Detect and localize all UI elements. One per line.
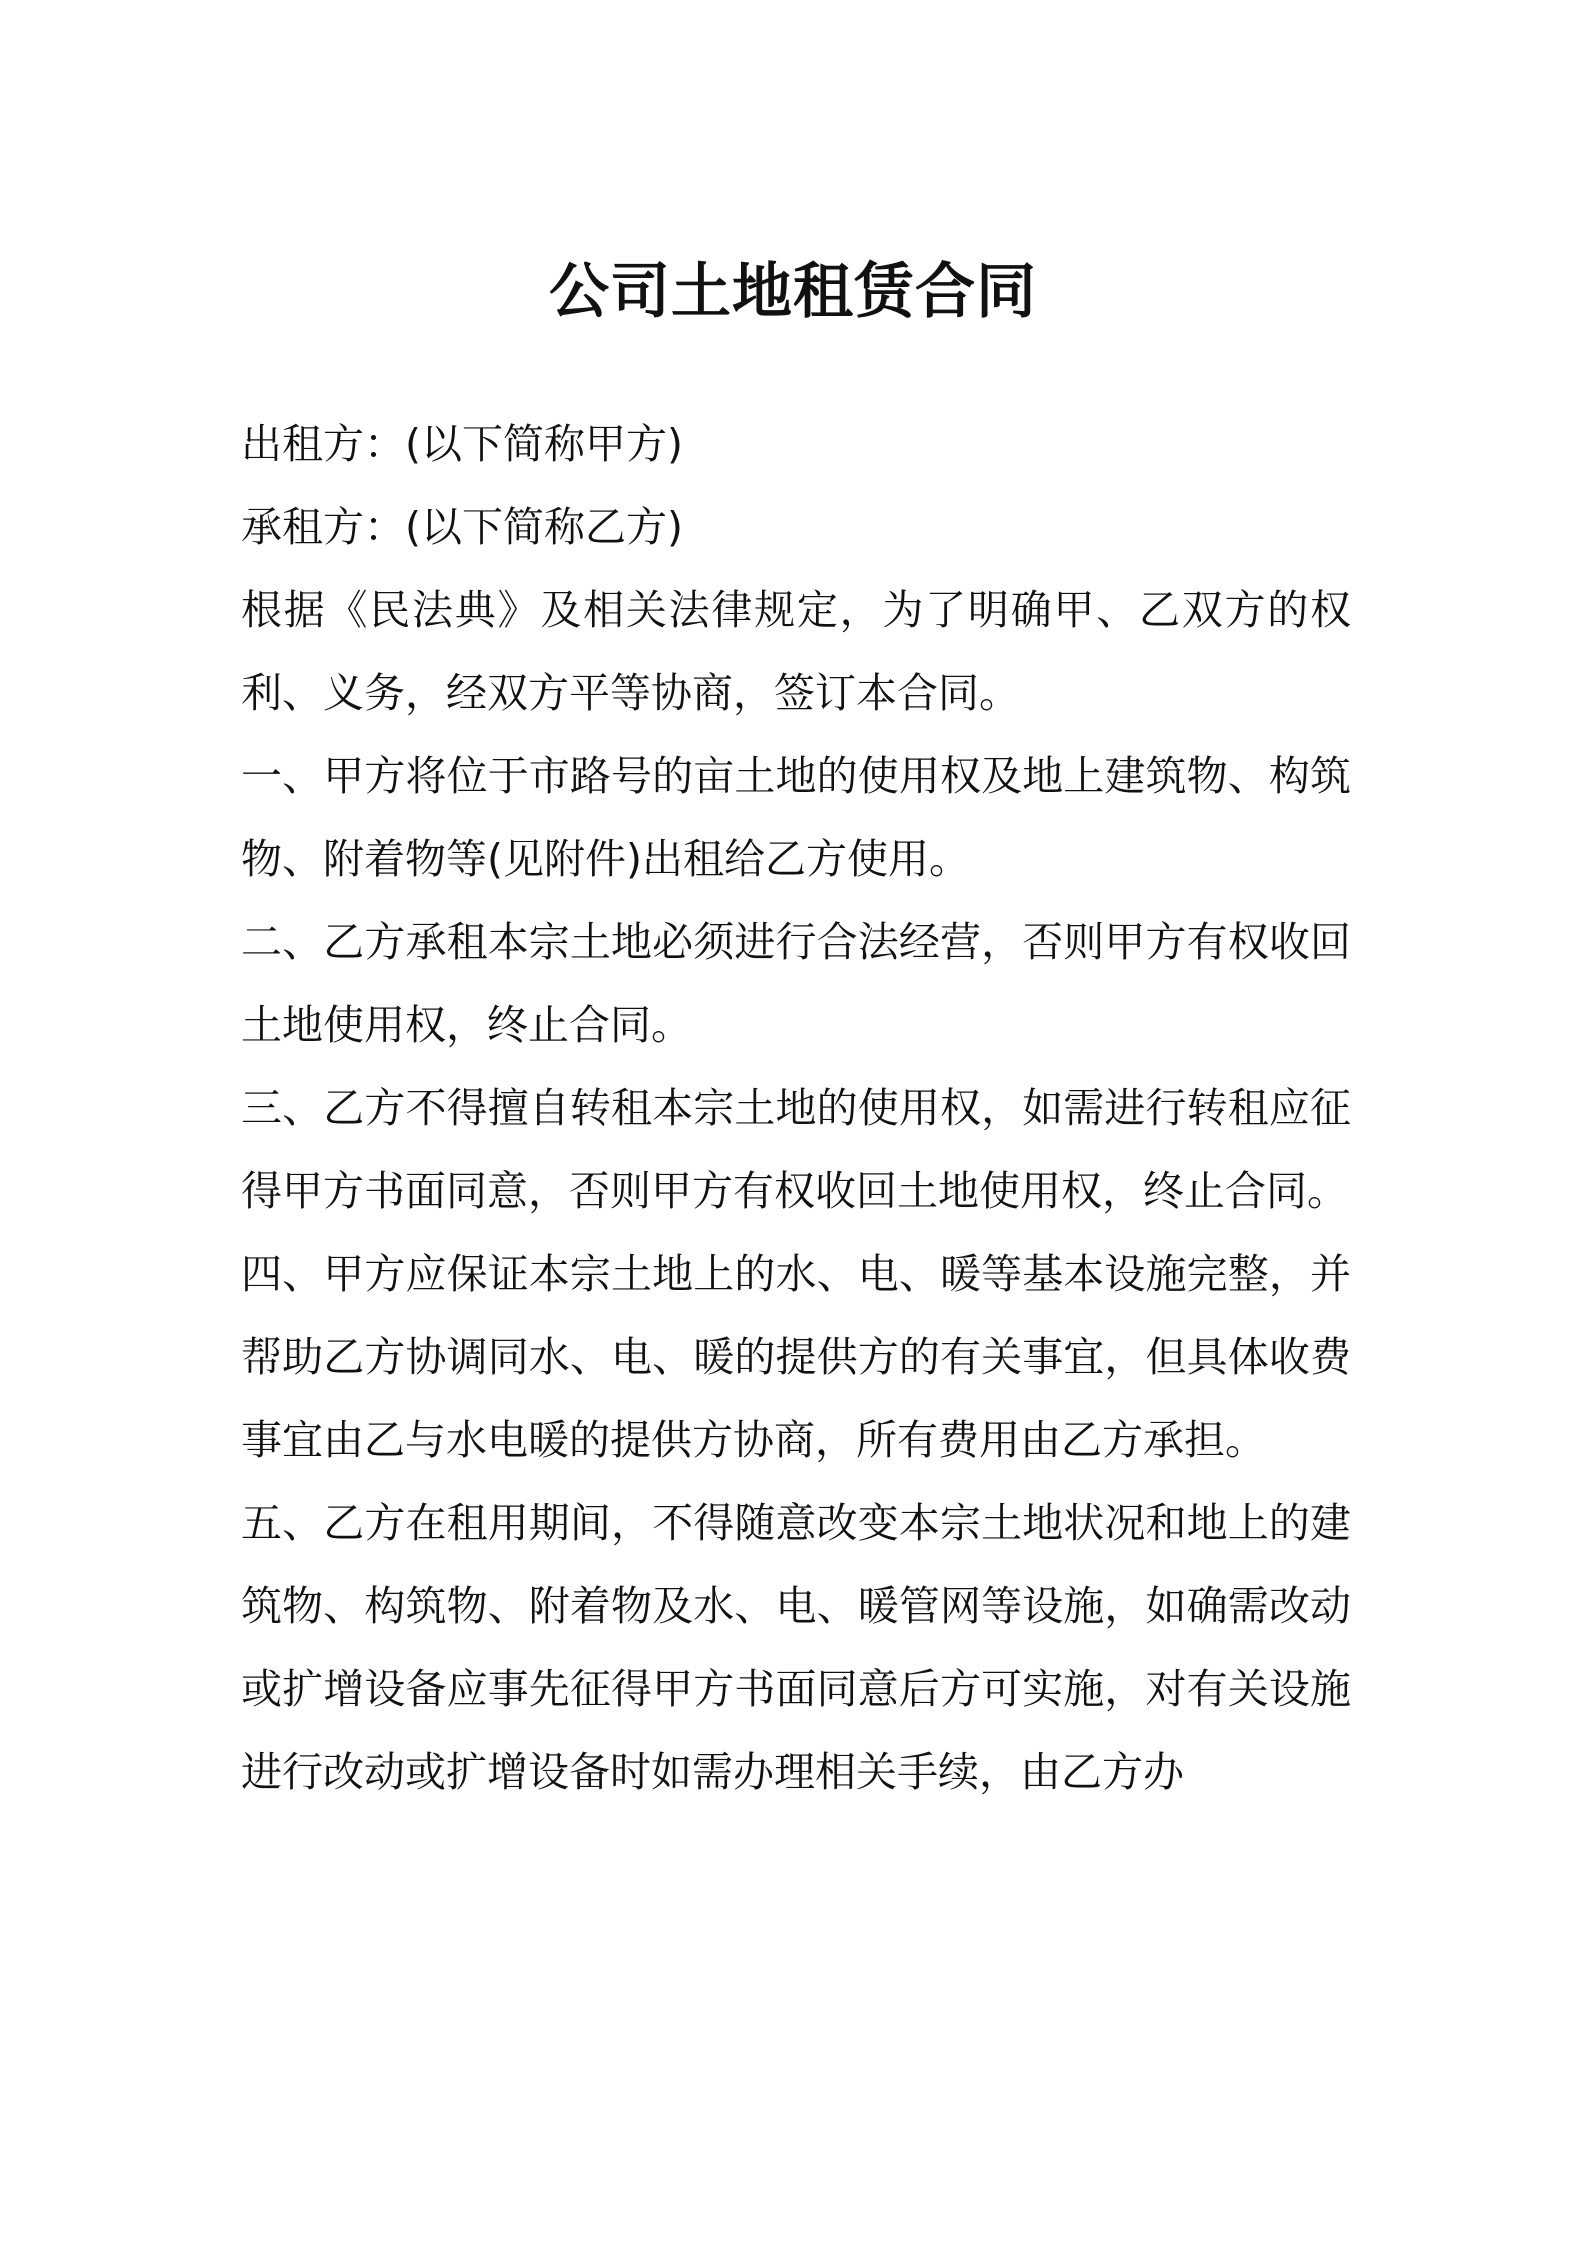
clause-3: 三、乙方不得擅自转租本宗土地的使用权，如需进行转租应征得甲方书面同意，否则甲方有权收回土地使用权，终止合同。 [241, 1084, 1351, 1215]
document-title: 公司土地租赁合同 [549, 257, 1037, 327]
clause-1: 一、甲方将位于市路号的亩土地的使用权及地上建筑物、构筑物、附着物等(见附件)出租给乙方使用。 [241, 752, 1351, 883]
document-body [241, 403, 1351, 1814]
lessor-line: 出租方：(以下简称甲方) [241, 420, 683, 468]
clause-4: 四、甲方应保证本宗土地上的水、电、暖等基本设施完整，并帮助乙方协调同水、电、暖的提供方的有关事宜，但具体收费事宜由乙与水电暖的提供方协商，所有费用由乙方承担。 [241, 1250, 1351, 1464]
clause-2: 二、乙方承租本宗土地必须进行合法经营，否则甲方有权收回土地使用权，终止合同。 [241, 918, 1351, 1049]
clause-5: 五、乙方在租用期间，不得随意改变本宗土地状况和地上的建筑物、构筑物、附着物及水、电、暖管网等设施，如确需改动或扩增设备应事先征得甲方书面同意后方可实施，对有关设施进行改动或扩增设备时如需办理相关手续，由乙方办 [241, 1499, 1351, 1796]
lessee-line: 承租方：(以下简称乙方) [241, 503, 683, 551]
preamble-paragraph: 根据《民法典》及相关法律规定，为了明确甲、乙双方的权利、义务，经双方平等协商，签订本合同。 [241, 586, 1351, 717]
